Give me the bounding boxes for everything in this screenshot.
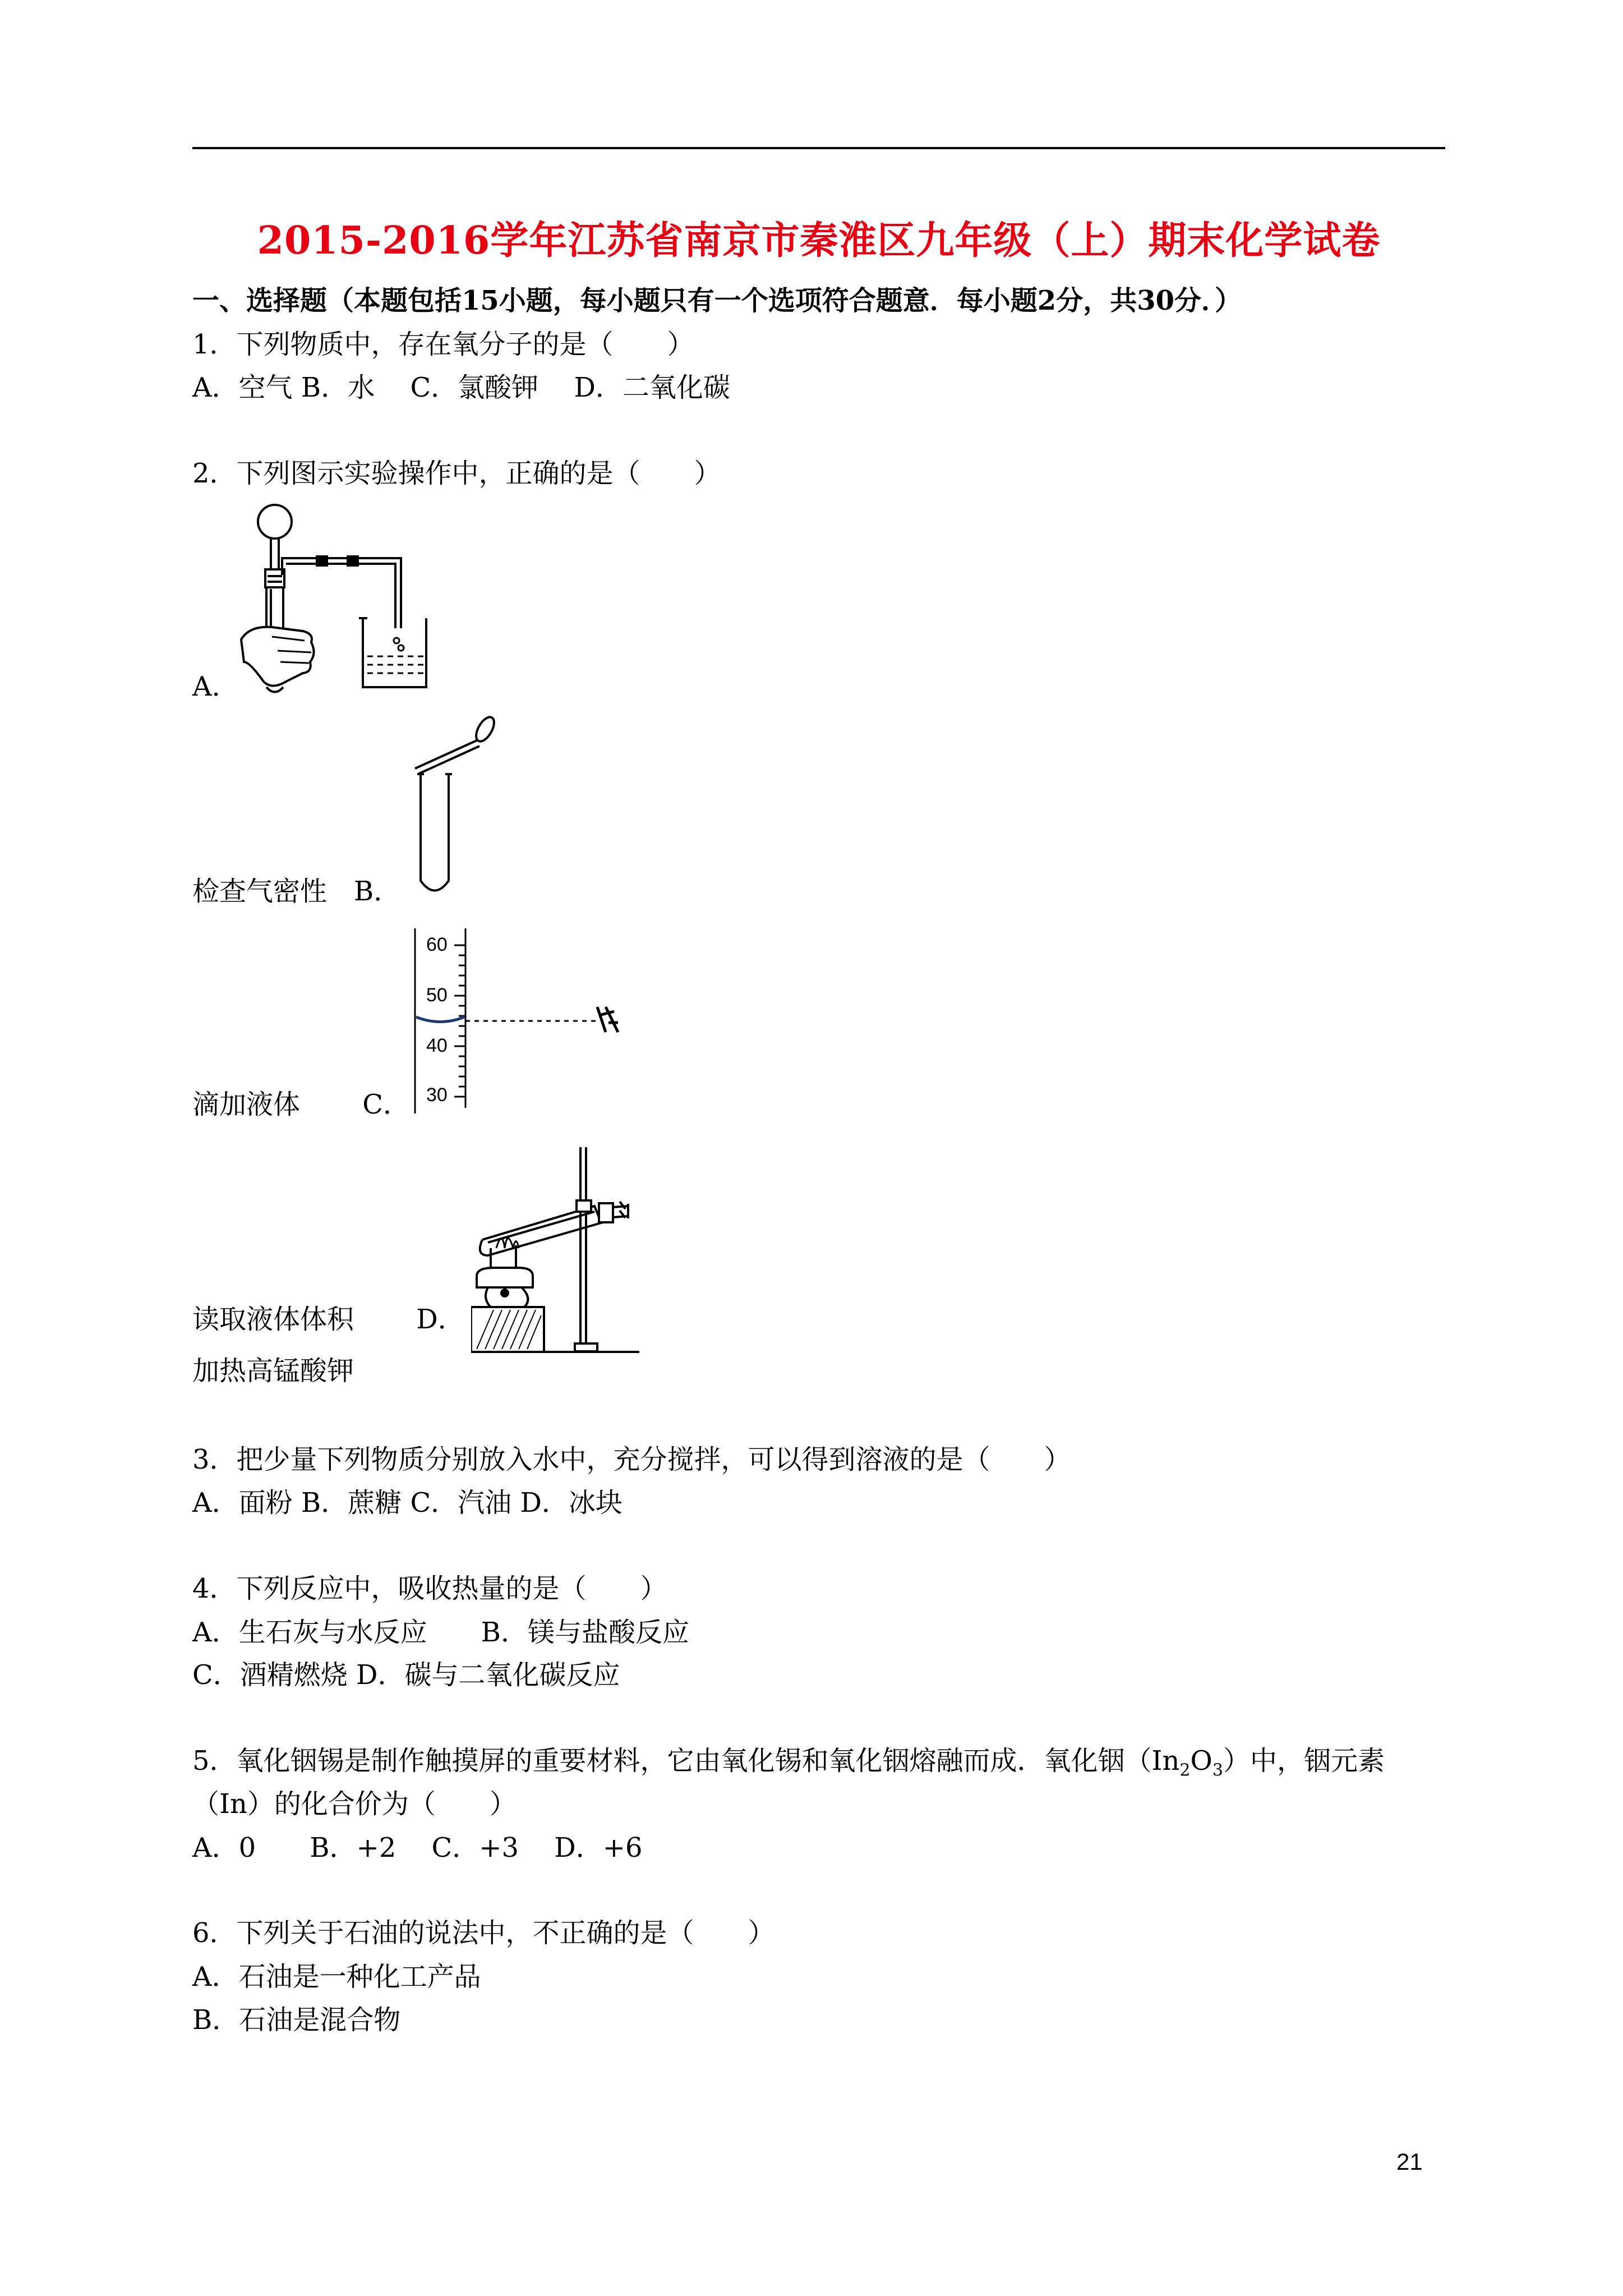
- figure-reading-volume: [409, 923, 623, 1119]
- section-heading: 一、选择题（本题包括15小题，每小题只有一个选项符合题意．每小题2分，共30分．）: [192, 285, 1242, 316]
- q3-stem: 3．把少量下列物质分别放入水中，充分搅拌，可以得到溶液的是（ ）: [192, 1444, 1071, 1475]
- q2-stem: 2．下列图示实验操作中，正确的是（ ）: [192, 458, 721, 489]
- q4-stem: 4．下列反应中，吸收热量的是（ ）: [192, 1573, 667, 1604]
- page-number: 21: [1396, 2148, 1423, 2175]
- q1-stem: 1．下列物质中，存在氧分子的是（ ）: [192, 329, 694, 360]
- q2-option-c-line: 滴加液体 C．: [192, 1089, 410, 1120]
- q6-option-a: A．石油是一种化工产品: [192, 1961, 481, 1993]
- q3-options: A．面粉 B．蔗糖 C．汽油 D．冰块: [192, 1487, 623, 1519]
- cylinder-tick-50: 50: [426, 984, 448, 1006]
- q2-option-d-caption: 加热高锰酸钾: [192, 1355, 354, 1387]
- q6-option-b: B．石油是混合物: [192, 2004, 401, 2036]
- cylinder-tick-40: 40: [426, 1035, 448, 1056]
- figure-airtightness-check: [233, 494, 435, 701]
- cylinder-tick-30: 30: [426, 1084, 448, 1106]
- header-rule: [192, 147, 1445, 149]
- page-title: 2015-2016学年江苏省南京市秦淮区九年级（上）期末化学试卷: [257, 218, 1381, 263]
- q5-stem-line2: （In）的化合价为（ ）: [192, 1788, 517, 1820]
- q4-options-line2: C．酒精燃烧 D．碳与二氧化碳反应: [192, 1659, 620, 1691]
- figure-heating-kmno4: [471, 1144, 662, 1369]
- q1-options: A．空气 B．水 C．氯酸钾 D．二氧化碳: [192, 372, 730, 403]
- figure-dropping-liquid: [393, 712, 505, 909]
- q2-option-a-label: A．: [192, 671, 239, 702]
- cylinder-tick-60: 60: [426, 934, 448, 955]
- q4-options-line1: A．生石灰与水反应 B．镁与盐酸反应: [192, 1617, 689, 1648]
- q5-options: A．0 B．+2 C．+3 D．+6: [192, 1832, 643, 1864]
- q2-option-b-line: 检查气密性 B．: [192, 876, 401, 907]
- q6-stem: 6．下列关于石油的说法中，不正确的是（ ）: [192, 1917, 775, 1949]
- q2-option-d-line: 读取液体体积 D．: [192, 1304, 465, 1335]
- q5-stem: 5．氧化铟锡是制作触摸屏的重要材料，它由氧化锡和氧化铟熔融而成．氧化铟$(In_2O_3)$中，铟元素: [192, 1745, 1385, 1780]
